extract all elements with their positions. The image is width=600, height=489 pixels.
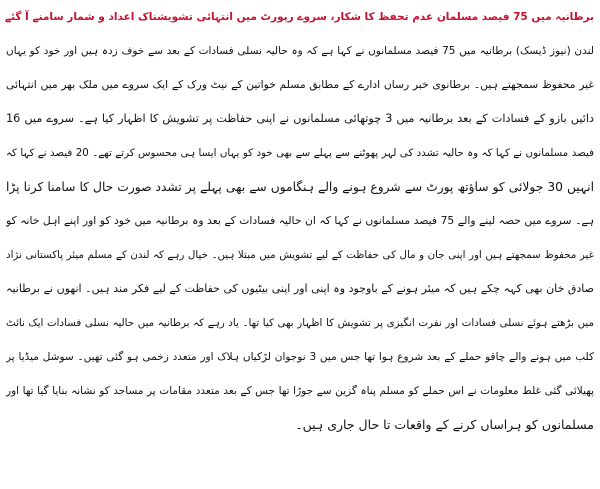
article-line: میں بڑھتے ہوئے نسلی فسادات اور نفرت انگیزی پر تشویش کا اظہار بھی کیا تھا۔ یاد رہے کہ برطانیہ میں حالیہ نسلی فسادات ایک نائٹ — [6, 317, 594, 329]
article-line-last: مسلمانوں کو ہراساں کرنے کے واقعات تا حال جاری ہیں۔ — [295, 417, 594, 432]
article-line: پھیلائی گئی غلط معلومات نے اس حملے کو مسلم پناہ گزین سے جوڑا تھا جس کے بعد متعدد مقامات پر مساجد کو نشانہ بنایا گیا تھا اور — [6, 385, 594, 397]
article-line: انہیں 30 جولائی کو ساؤتھ پورٹ سے شروع ہونے والے ہنگاموں سے بھی پہلے پر تشدد صورت حال کا سامنا کرنا پڑا — [6, 180, 594, 194]
article-line: فیصد مسلمانوں نے کہا کہ وہ حالیہ تشدد کی لہر پھوٹنے سے پہلے سے بھی خود کو یہاں ایسا ہی محسوس کرتے تھے۔ 20 فیصد نے کہا کہ — [6, 147, 594, 159]
article-body — [0, 34, 600, 442]
article-line: غیر محفوظ سمجھتے ہیں اور اپنی جان و مال کی حفاظت کے لیے تشویش میں مبتلا ہیں۔ خیال رہے کہ لندن کے مسلم میئر پاکستانی نژاد — [6, 249, 594, 261]
article-line: دائیں بازو کے فسادات کے بعد برطانیہ میں 3 چوتھائی مسلمانوں نے اپنی حفاظت پر تشویش کا اظہار کیا ہے۔ سروے میں 16 — [6, 112, 594, 125]
article-line: لندن (نیوز ڈیسک) برطانیہ میں 75 فیصد مسلمانوں نے کہا ہے کہ وہ حالیہ نسلی فسادات کے بعد سے خوف زدہ ہیں اور خود کو یہاں — [6, 45, 594, 57]
article-line: ہے۔ سروے میں حصہ لینے والے 75 فیصد مسلمانوں نے کہا کہ ان حالیہ فسادات کے بعد وہ برطانیہ میں خود کو اور اپنے اہل خانہ کو — [6, 214, 594, 227]
article-headline: برطانیہ میں 75 فیصد مسلمان عدم تحفظ کا شکار، سروے رپورٹ میں انتہائی تشویشناک اعداد و شمار سامنے آ گئے — [4, 11, 594, 23]
article-line: صادق خان بھی کہہ چکے ہیں کہ میئر ہونے کے باوجود وہ اپنی اور اپنی بیٹیوں کی حفاظت کے لیے فکر مند ہیں۔ انھوں نے برطانیہ — [6, 282, 594, 295]
article-line: کلب میں ہونے والے چاقو حملے کے بعد شروع ہوا تھا جس میں 3 نوجوان لڑکیاں ہلاک اور متعدد زخمی ہو گئی تھیں۔ سوشل میڈیا پر — [6, 351, 594, 363]
article-line: غیر محفوظ سمجھتے ہیں۔ برطانوی خبر رساں ادارے کے مطابق مسلم خواتین کے نیٹ ورک کے ایک سروے میں ملک بھر میں انتہائی — [6, 78, 594, 91]
